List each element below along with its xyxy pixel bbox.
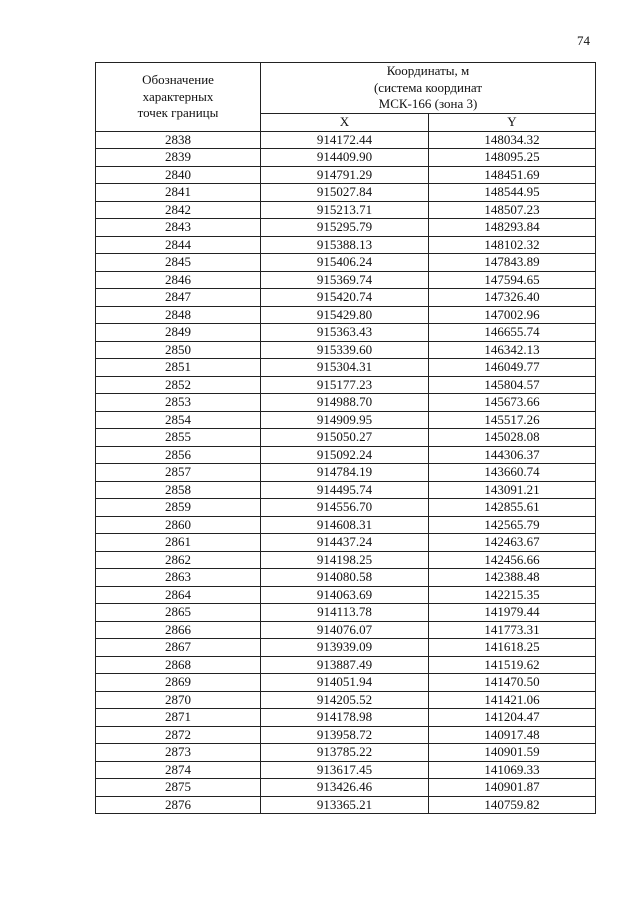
point-id-cell: 2863 [96,569,261,587]
x-coordinate-cell: 914172.44 [261,131,429,149]
table-row [96,604,596,622]
y-coordinate-cell: 141773.31 [429,621,596,639]
y-coordinate-cell: 145028.08 [429,429,596,447]
x-coordinate-cell: 915304.31 [261,359,429,377]
point-id-cell: 2872 [96,726,261,744]
y-coordinate-cell: 148102.32 [429,236,596,254]
table-row [96,219,596,237]
y-coordinate-cell: 148544.95 [429,184,596,202]
x-coordinate-cell: 913958.72 [261,726,429,744]
table-row [96,709,596,727]
point-id-cell: 2848 [96,306,261,324]
x-coordinate-cell: 915429.80 [261,306,429,324]
point-id-cell: 2869 [96,674,261,692]
table-row [96,429,596,447]
point-id-cell: 2843 [96,219,261,237]
table-row [96,551,596,569]
y-coordinate-cell: 142456.66 [429,551,596,569]
point-id-cell: 2864 [96,586,261,604]
x-coordinate-cell: 914205.52 [261,691,429,709]
point-id-cell: 2847 [96,289,261,307]
header-x: X [261,114,429,132]
point-id-cell: 2840 [96,166,261,184]
table-row [96,376,596,394]
point-id-cell: 2865 [96,604,261,622]
y-coordinate-cell: 146342.13 [429,341,596,359]
x-coordinate-cell: 913887.49 [261,656,429,674]
y-coordinate-cell: 145517.26 [429,411,596,429]
point-id-cell: 2839 [96,149,261,167]
point-id-cell: 2855 [96,429,261,447]
y-coordinate-cell: 145804.57 [429,376,596,394]
coordinates-table [95,62,596,814]
table-row [96,149,596,167]
table-row [96,726,596,744]
table-row [96,394,596,412]
y-coordinate-cell: 143660.74 [429,464,596,482]
x-coordinate-cell: 913785.22 [261,744,429,762]
x-coordinate-cell: 914608.31 [261,516,429,534]
y-coordinate-cell: 148034.32 [429,131,596,149]
point-id-cell: 2857 [96,464,261,482]
x-coordinate-cell: 915177.23 [261,376,429,394]
y-coordinate-cell: 140917.48 [429,726,596,744]
point-id-cell: 2861 [96,534,261,552]
x-coordinate-cell: 915388.13 [261,236,429,254]
x-coordinate-cell: 913939.09 [261,639,429,657]
table-row [96,481,596,499]
table-row [96,499,596,517]
point-id-cell: 2845 [96,254,261,272]
y-coordinate-cell: 141069.33 [429,761,596,779]
y-coordinate-cell: 142855.61 [429,499,596,517]
x-coordinate-cell: 915363.43 [261,324,429,342]
x-coordinate-cell: 914198.25 [261,551,429,569]
x-coordinate-cell: 913365.21 [261,796,429,814]
table-row [96,779,596,797]
table-row [96,359,596,377]
point-id-cell: 2851 [96,359,261,377]
x-coordinate-cell: 915295.79 [261,219,429,237]
y-coordinate-cell: 145673.66 [429,394,596,412]
x-coordinate-cell: 914437.24 [261,534,429,552]
point-id-cell: 2874 [96,761,261,779]
point-id-cell: 2850 [96,341,261,359]
point-id-cell: 2842 [96,201,261,219]
table-row [96,674,596,692]
table-row [96,744,596,762]
table-row [96,184,596,202]
point-id-cell: 2866 [96,621,261,639]
table-row [96,516,596,534]
table-row [96,324,596,342]
point-id-cell: 2876 [96,796,261,814]
table-row [96,166,596,184]
point-id-cell: 2841 [96,184,261,202]
x-coordinate-cell: 914495.74 [261,481,429,499]
y-coordinate-cell: 146049.77 [429,359,596,377]
x-coordinate-cell: 915420.74 [261,289,429,307]
table-row [96,656,596,674]
table-row [96,306,596,324]
y-coordinate-cell: 141470.50 [429,674,596,692]
y-coordinate-cell: 147594.65 [429,271,596,289]
y-coordinate-cell: 141421.06 [429,691,596,709]
table-row [96,289,596,307]
table-row [96,761,596,779]
point-id-cell: 2868 [96,656,261,674]
x-coordinate-cell: 915406.24 [261,254,429,272]
x-coordinate-cell: 915050.27 [261,429,429,447]
x-coordinate-cell: 915339.60 [261,341,429,359]
table-body [96,131,596,814]
header-point-designation: Обозначение характерных точек границы [96,63,261,132]
point-id-cell: 2846 [96,271,261,289]
x-coordinate-cell: 914080.58 [261,569,429,587]
point-id-cell: 2856 [96,446,261,464]
y-coordinate-cell: 148507.23 [429,201,596,219]
point-id-cell: 2854 [96,411,261,429]
point-id-cell: 2849 [96,324,261,342]
y-coordinate-cell: 147326.40 [429,289,596,307]
x-coordinate-cell: 914051.94 [261,674,429,692]
table-row [96,341,596,359]
x-coordinate-cell: 915092.24 [261,446,429,464]
x-coordinate-cell: 914988.70 [261,394,429,412]
point-id-cell: 2871 [96,709,261,727]
x-coordinate-cell: 914556.70 [261,499,429,517]
y-coordinate-cell: 141979.44 [429,604,596,622]
y-coordinate-cell: 143091.21 [429,481,596,499]
y-coordinate-cell: 147843.89 [429,254,596,272]
y-coordinate-cell: 140901.87 [429,779,596,797]
table-row [96,691,596,709]
x-coordinate-cell: 913617.45 [261,761,429,779]
point-id-cell: 2858 [96,481,261,499]
point-id-cell: 2873 [96,744,261,762]
y-coordinate-cell: 144306.37 [429,446,596,464]
table-row [96,534,596,552]
y-coordinate-cell: 142463.67 [429,534,596,552]
x-coordinate-cell: 914409.90 [261,149,429,167]
table-row [96,586,596,604]
table-row [96,131,596,149]
header-y: Y [429,114,596,132]
point-id-cell: 2875 [96,779,261,797]
y-coordinate-cell: 142215.35 [429,586,596,604]
point-id-cell: 2844 [96,236,261,254]
x-coordinate-cell: 915369.74 [261,271,429,289]
y-coordinate-cell: 147002.96 [429,306,596,324]
point-id-cell: 2860 [96,516,261,534]
table-row [96,411,596,429]
table-row [96,201,596,219]
point-id-cell: 2862 [96,551,261,569]
point-id-cell: 2852 [96,376,261,394]
x-coordinate-cell: 914784.19 [261,464,429,482]
y-coordinate-cell: 141519.62 [429,656,596,674]
table-row [96,271,596,289]
point-id-cell: 2867 [96,639,261,657]
x-coordinate-cell: 913426.46 [261,779,429,797]
table-row [96,236,596,254]
x-coordinate-cell: 914791.29 [261,166,429,184]
table-row [96,621,596,639]
y-coordinate-cell: 148293.84 [429,219,596,237]
y-coordinate-cell: 140901.59 [429,744,596,762]
y-coordinate-cell: 141618.25 [429,639,596,657]
table-row [96,569,596,587]
point-id-cell: 2838 [96,131,261,149]
y-coordinate-cell: 140759.82 [429,796,596,814]
table-row [96,796,596,814]
point-id-cell: 2870 [96,691,261,709]
header-coordinates: Координаты, м (система координат МСК-166 (зона 3) [261,63,596,114]
x-coordinate-cell: 914113.78 [261,604,429,622]
table-row [96,446,596,464]
page-number: 74 [577,33,590,48]
x-coordinate-cell: 915213.71 [261,201,429,219]
table-row [96,464,596,482]
y-coordinate-cell: 146655.74 [429,324,596,342]
y-coordinate-cell: 148095.25 [429,149,596,167]
x-coordinate-cell: 914178.98 [261,709,429,727]
table-row [96,639,596,657]
point-id-cell: 2853 [96,394,261,412]
x-coordinate-cell: 914909.95 [261,411,429,429]
y-coordinate-cell: 141204.47 [429,709,596,727]
x-coordinate-cell: 915027.84 [261,184,429,202]
x-coordinate-cell: 914063.69 [261,586,429,604]
y-coordinate-cell: 142565.79 [429,516,596,534]
y-coordinate-cell: 148451.69 [429,166,596,184]
y-coordinate-cell: 142388.48 [429,569,596,587]
point-id-cell: 2859 [96,499,261,517]
table-row [96,254,596,272]
x-coordinate-cell: 914076.07 [261,621,429,639]
